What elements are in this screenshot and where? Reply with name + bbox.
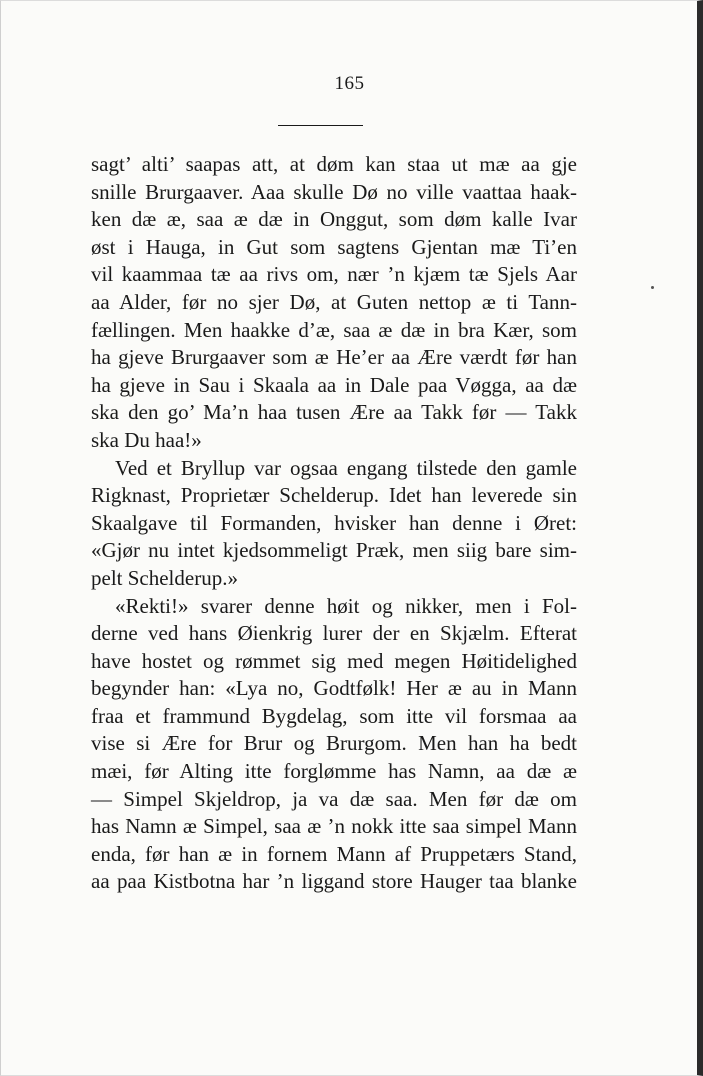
text-line: derne ved hans Øienkrig lurer der en Skjælm. Efterat [91,621,577,646]
text-line: — Simpel Skjeldrop, ja va dæ saa. Men før dæ om [91,786,577,811]
text-line: ska Du haa!» [91,427,202,452]
text-line: ha gjeve Brurgaaver som æ He’er aa Ære værdt før han [91,345,577,370]
text-line: ken dæ æ, saa æ dæ in Onggut, som døm kalle Ivar [91,207,577,232]
text-line: fraa et frammund Bygdelag, som itte vil forsmaa aa [91,703,577,728]
text-line: Skaalgave til Formanden, hvisker han denne i Øret: [91,510,577,535]
text-line: øst i Hauga, in Gut som sagtens Gjentan mæ Ti’en [91,234,577,259]
text-line: aa paa Kistbotna har ’n liggand store Hauger taa blanke [91,869,577,894]
text-line: vil kaammaa tæ aa rivs om, nær ’n kjæm tæ Sjels Aar [91,262,577,287]
text-line: ska den go’ Ma’n haa tusen Ære aa Takk før — Takk [91,400,577,425]
text-line: have hostet og rømmet sig med megen Høitidelighed [91,648,577,673]
header-rule [278,125,363,126]
body-text [91,151,577,896]
text-line: snille Brurgaaver. Aaa skulle Dø no ville vaattaa haak- [91,179,577,204]
text-line: Rigknast, Proprietær Schelderup. Idet han leverede sin [91,483,577,508]
text-line: fællingen. Men haakke d’æ, saa æ dæ in bra Kær, som [91,317,577,342]
text-line: «Rekti!» svarer denne høit og nikker, men i Fol- [115,593,577,618]
text-line: Ved et Bryllup var ogsaa engang tilstede den gamle [115,455,577,480]
text-line: has Namn æ Simpel, saa æ ’n nokk itte saa simpel Mann [91,814,577,839]
text-line: vise si Ære for Brur og Brurgom. Men han ha bedt [91,731,577,756]
text-line: ha gjeve in Sau i Skaala aa in Dale paa Vøgga, aa dæ [91,372,577,397]
text-line: mæi, før Alting itte forglømme has Namn, aa dæ æ [91,759,577,784]
text-line: sagt’ alti’ saapas att, at døm kan staa ut mæ aa gje [91,152,577,176]
page-number: 165 [334,73,365,94]
text-line: pelt Schelderup.» [91,565,238,590]
text-line: «Gjør nu intet kjedsommeligt Præk, men siig bare sim- [91,538,577,563]
text-line: aa Alder, før no sjer Dø, at Guten nettop æ ti Tann- [91,289,577,314]
margin-speck [651,286,654,289]
text-line: begynder han: «Lya no, Godtfølk! Her æ au in Mann [91,676,577,701]
text-line: enda, før han æ in fornem Mann af Pruppetærs Stand, [91,841,577,866]
